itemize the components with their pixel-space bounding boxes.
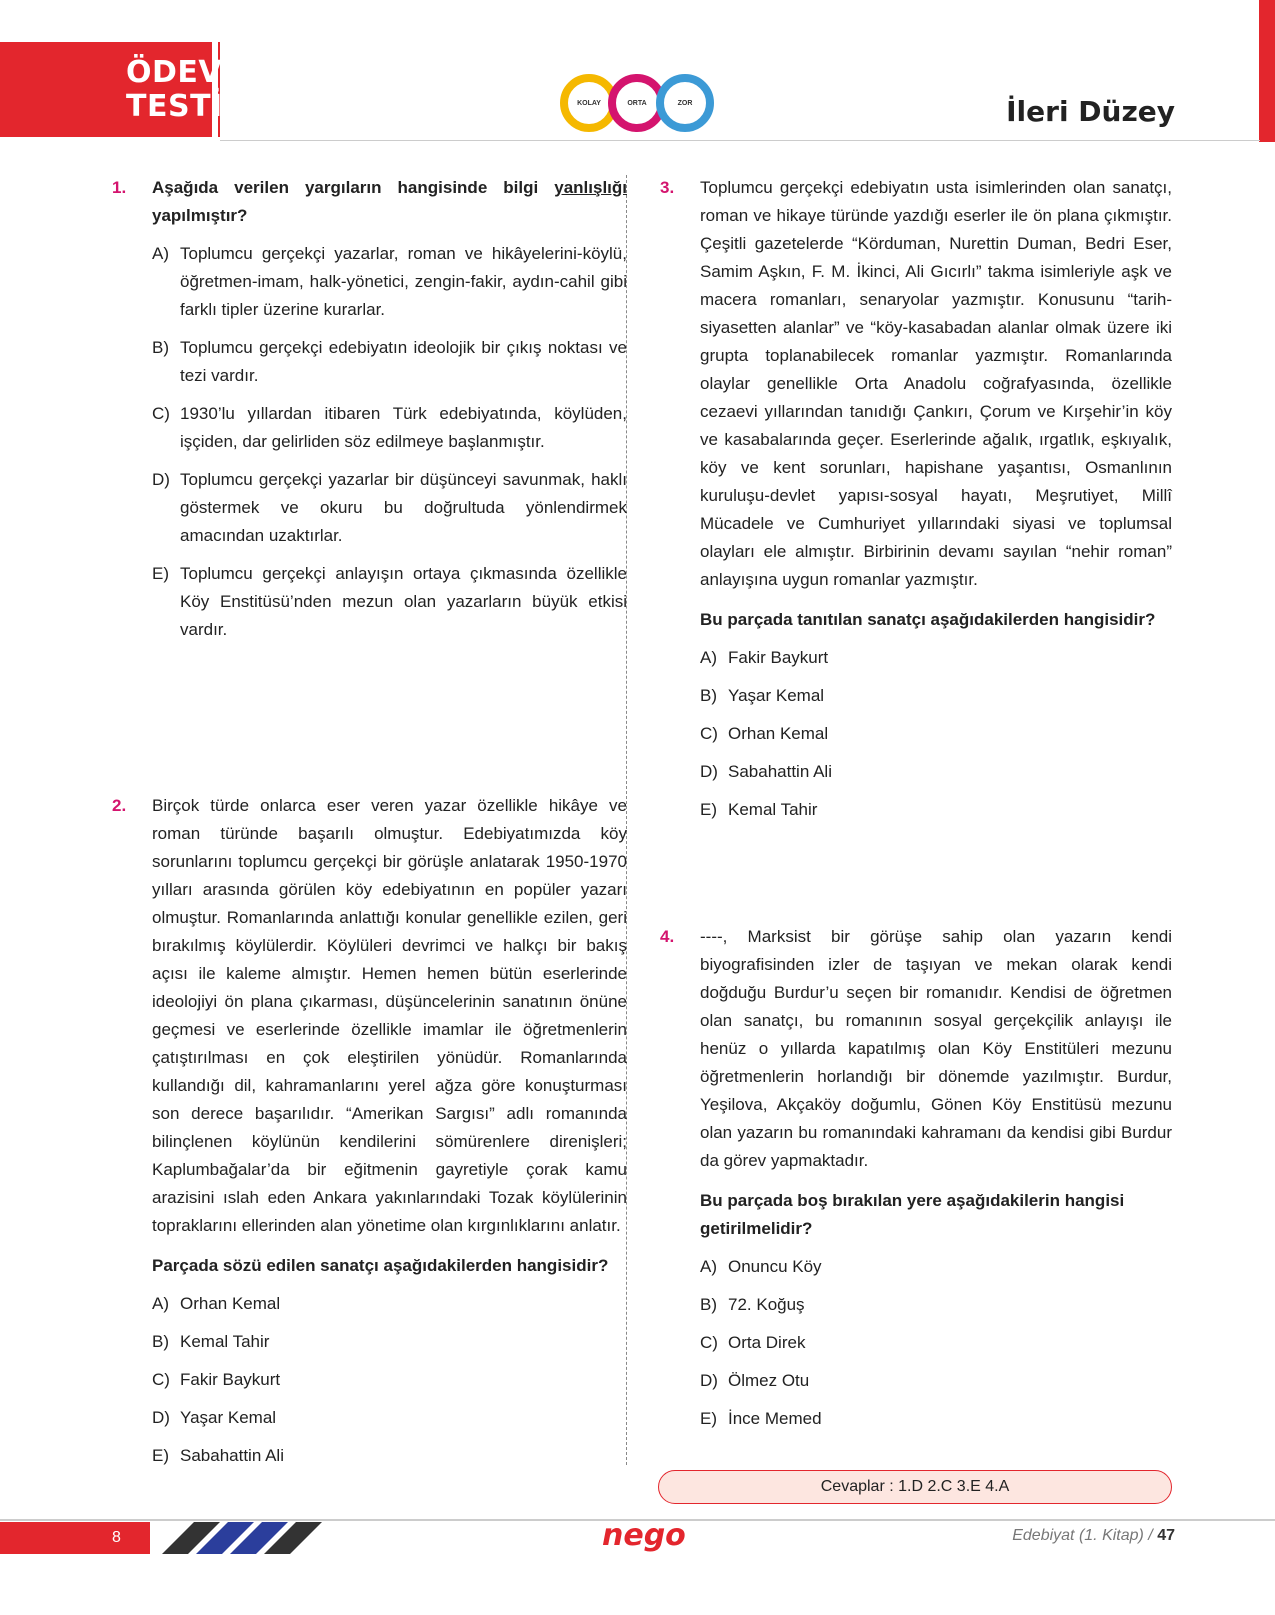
answer-key: Cevaplar : 1.D 2.C 3.E 4.A — [658, 1470, 1172, 1504]
level-title: İleri Düzey — [1006, 95, 1175, 128]
question-stem: Parçada sözü edilen sanatçı aşağıdakilerden hangisidir? — [152, 1256, 609, 1275]
option-a[interactable]: A) Fakir Baykurt — [700, 648, 829, 667]
difficulty-easy: KOLAY — [560, 74, 618, 132]
right-edge-bar — [1259, 0, 1275, 142]
test-badge-title: ÖDEV TESTİ — [126, 55, 223, 124]
option-d[interactable]: D) Toplumcu gerçekçi yazarlar bir düşünceyi savunmak, haklı göstermek ve okuru bu doğrultuda yönlendirmek amacından uzaktırlar. — [152, 470, 627, 545]
option-d[interactable]: D) Ölmez Otu — [700, 1371, 810, 1390]
question-number: 2. — [112, 796, 127, 815]
difficulty-hard: ZOR — [656, 74, 714, 132]
question-passage: Birçok türde onlarca eser veren yazar özellikle hikâye ve roman türünde başarılı olmuştur. Edebiyatımızda köy sorunlarını toplumcu gerçekçi bir görüşle anlatarak 1950-1970 yılları arasında görülen köy edebiyatının en popüler yazarı olmuştur. Romanlarında anlattığı konular genellikle ezilen, geri bırakılmış köylülerdir. Köylüleri devrimci ve halkçı bir bakış açısı ile kaleme almıştır. Hemen hemen bütün eserlerinde ideolojiyi ön plana çıkarması, düşüncelerinin sanatının önüne geçmesi ve eserlerinde özellikle imamlar ile öğretmenlerin çatıştırılması en çok eleştirilen yönüdür. Romanlarında kullandığı dil, kahramanlarını yerel ağza göre konuşturması son derece başarılıdır. “Amerikan Sargısı” adlı romanında bilinçlenen köylünün kendilerini sömürenlere direnişleri; Kaplumbağalar’da bir eğitmenin gayretiyle çorak kamu arazisini ıslah eden Ankara yakınlarındaki Tozak köylülerinin topraklarını ellerinden alan yönetime olan kırgınlıklarını anlatır. — [152, 796, 627, 1235]
option-a[interactable]: A) Orhan Kemal — [152, 1294, 281, 1313]
option-c[interactable]: C) Orhan Kemal — [700, 724, 829, 743]
question-number: 1. — [112, 178, 127, 197]
option-c[interactable]: C) Orta Direk — [700, 1333, 806, 1352]
question-1 — [152, 174, 627, 644]
option-b[interactable]: B) Kemal Tahir — [152, 1332, 270, 1351]
question-stem: Bu parçada boş bırakılan yere aşağıdakilerin hangisi getirilmelidir? — [700, 1191, 1125, 1238]
option-c[interactable]: C) Fakir Baykurt — [152, 1370, 281, 1389]
question-passage: Toplumcu gerçekçi edebiyatın usta isimlerinden olan sanatçı, roman ve hikaye türünde yazdığı eserler ile ön plana çıkmıştır. Çeşitli gazetelerde “Körduman, Nurettin Duman, Bedri Eser, Samim Aşkın, F. M. İkinci, Ali Gıcırlı” takma isimleriyle aşk ve macera romanları, senaryolar yazmıştır. Konusunu “tarih-siyasetten alanlar” ve “köy-kasabadan alanlar olmak üzere iki grupta toplanabilecek romanlar yazmıştır. Romanlarında olaylar genellikle Orta Anadolu coğrafyasında, özellikle cezaevi yıllarından tanıdığı Çankırı, Çorum ve Kırşehir’in köy ve kasabalarında geçer. Eserlerinde ağalık, ırgatlık, eşkıyalık, köy ve kent sorunları, hapishane yaşantısı, Osmanlının kuruluşu-devlet yapısı-sosyal hayatı, Meşrutiyet, Millî Mücadele ve Cumhuriyet yıllarındaki siyasi ve toplumsal olayları ele almıştır. Birbirinin devamı sayılan “nehir roman” anlayışına uygun romanlar yazmıştır. — [700, 178, 1172, 589]
section-number: 8 — [0, 1522, 150, 1554]
question-number: 4. — [660, 927, 675, 946]
question-4 — [700, 923, 1172, 1433]
option-e[interactable]: E) İnce Memed — [700, 1409, 822, 1428]
option-d[interactable]: D) Yaşar Kemal — [152, 1408, 277, 1427]
option-e[interactable]: E) Sabahattin Ali — [152, 1446, 284, 1465]
option-b[interactable]: B) Yaşar Kemal — [700, 686, 825, 705]
question-stem: Aşağıda verilen yargıların hangisinde bilgi yanlışlığı yapılmıştır? — [152, 178, 627, 225]
option-e[interactable]: E) Kemal Tahir — [700, 800, 818, 819]
option-b[interactable]: B) 72. Koğuş — [700, 1295, 805, 1314]
publisher-logo: nego — [602, 1518, 686, 1553]
option-a[interactable]: A) Toplumcu gerçekçi yazarlar, roman ve hikâyelerini-köylü, öğretmen-imam, halk-yönetici, zengin-fakir, aydın-cahil gibi farklı tipler üzerine kurarlar. — [152, 244, 627, 319]
question-3 — [700, 174, 1172, 824]
option-a[interactable]: A) Onuncu Köy — [700, 1257, 822, 1276]
difficulty-indicator — [560, 74, 720, 134]
question-2 — [152, 792, 627, 1470]
question-number: 3. — [660, 178, 675, 197]
question-stem: Bu parçada tanıtılan sanatçı aşağıdakilerden hangisidir? — [700, 610, 1156, 629]
question-passage: ----, Marksist bir görüşe sahip olan yazarın kendi biyografisinden izler de taşıyan ve mekan olarak kendi doğduğu Burdur’u seçen bir romanıdır. Kendisi de öğretmen olan sanatçı, bu romanının sosyal gerçekçilik anlayışı ile henüz o yıllarda kapatılmış olan Köy Enstitüleri mezunu öğretmenlerin horlandığı bir dönemde yazılmıştır. Burdur, Yeşilova, Akçaköy doğumlu, Gönen Köy Enstitüsü mezunu olan yazarın bu romanındaki kahramanı da kendisi gibi Burdur da görev yapmaktadır. — [700, 927, 1172, 1170]
option-d[interactable]: D) Sabahattin Ali — [700, 762, 832, 781]
page-info: Edebiyat (1. Kitap) / 47 — [1012, 1527, 1175, 1544]
difficulty-medium: ORTA — [608, 74, 666, 132]
option-e[interactable]: E) Toplumcu gerçekçi anlayışın ortaya çıkmasında özellikle Köy Enstitüsü’nden mezun olan yazarların büyük etkisi vardır. — [152, 564, 627, 639]
option-b[interactable]: B) Toplumcu gerçekçi edebiyatın ideolojik bir çıkış noktası ve tezi vardır. — [152, 338, 627, 385]
option-c[interactable]: C) 1930’lu yıllardan itibaren Türk edebiyatında, köylüden, işçiden, dar gelirliden söz edilmeye başlanmıştır. — [152, 404, 627, 451]
